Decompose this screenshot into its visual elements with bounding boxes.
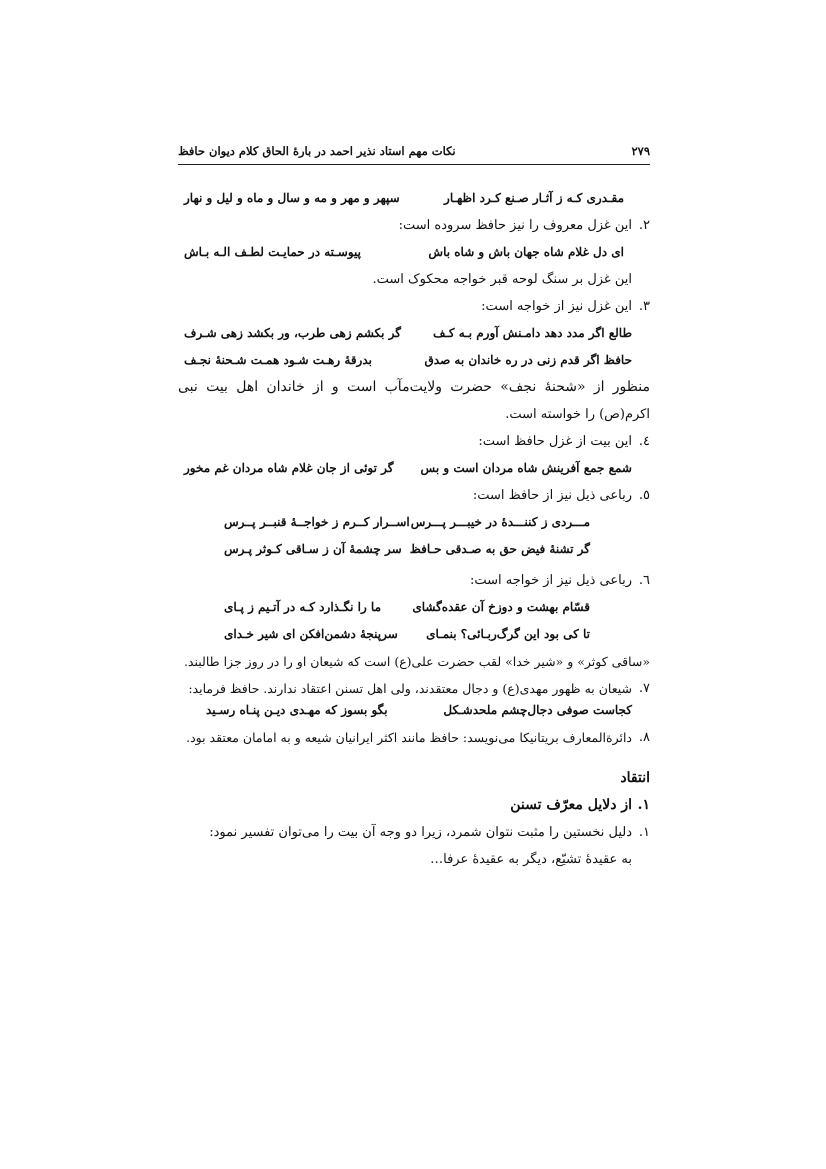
item-text: رباعی ذیل نیز از خواجه است: bbox=[470, 573, 632, 588]
note-text: منظور از «شحنهٔ نجف» حضرت ولایت‌مآب است و از خاندان اهل بیت نبی bbox=[178, 379, 650, 395]
note-line bbox=[178, 374, 650, 401]
hemistich-right: تا کی بود این گرگ‌ربـائی؟ بنمـای bbox=[426, 627, 590, 641]
item-number: ٦. bbox=[638, 573, 650, 588]
running-title: نکات مهم استاد نذیر احمد در بارهٔ الحاق کلام دیوان حافظ bbox=[178, 144, 456, 158]
hemistich-left: سپهر و مهر و مه و سال و ماه و لیل و نهار bbox=[184, 191, 400, 205]
hemistich-right: گر تشنهٔ فیض حق به صـدقی حـافظ bbox=[409, 542, 590, 556]
list-item bbox=[178, 428, 650, 455]
verse-line bbox=[178, 455, 650, 482]
hemistich-left: گر توئی از جان غلام شاه مردان غم مخور bbox=[184, 461, 394, 475]
item-number: ٥. bbox=[638, 488, 650, 503]
hemistich-left: اســرار کــرم ز خواجــهٔ قنبــر پــرس bbox=[224, 515, 410, 529]
item-text: شیعان به ظهور مهدی(ع) و دجال معتقدند، ولی اهل تسنن اعتقاد ندارند. حافظ فرماید: bbox=[188, 681, 632, 696]
verse-line bbox=[178, 347, 650, 374]
note-text: اکرم(ص) را خواسته است. bbox=[505, 407, 650, 422]
verse-line bbox=[178, 697, 650, 724]
note-line bbox=[178, 846, 650, 873]
hemistich-left: گر بکشم زهی طرب، ور بکشد زهی شـرف bbox=[184, 326, 402, 340]
hemistich-right: قسّام بهشت و دوزخ آن عقده‌گشای bbox=[412, 600, 590, 614]
verse-line bbox=[178, 320, 650, 347]
verse-line bbox=[178, 185, 650, 212]
hemistich-right: شمع جمع آفرینش شاه مردان است و بس bbox=[420, 461, 632, 475]
subsection-heading bbox=[178, 792, 650, 819]
section-title: انتقاد bbox=[620, 770, 650, 786]
hemistich-right: طالع اگر مدد دهد دامـنش آورم بـه کـف bbox=[432, 326, 632, 340]
hemistich-left: بدرقهٔ رهـت شـود همـت شـحنهٔ نجـف bbox=[184, 353, 372, 367]
hemistich-left: سرپنجهٔ دشمن‌افکن ای شیر خـدای bbox=[224, 627, 398, 641]
subsection-title: از دلایل معرّف تسنن bbox=[510, 797, 632, 813]
verse-line bbox=[178, 239, 650, 266]
item-number: ۸. bbox=[638, 730, 650, 745]
list-item bbox=[178, 212, 650, 239]
list-item bbox=[178, 482, 650, 509]
note-line bbox=[178, 266, 650, 293]
note-text: این غزل بر سنگ لوحه قبر خواجه محکوک است. bbox=[372, 272, 632, 287]
list-item bbox=[178, 567, 650, 594]
note-line bbox=[178, 648, 650, 675]
item-text: این غزل نیز از خواجه است: bbox=[481, 299, 632, 314]
hemistich-right: حافظ اگر قدم زنی در ره خاندان به صدق bbox=[424, 353, 632, 367]
item-number: ۱. bbox=[638, 825, 650, 840]
item-number: ۳. bbox=[638, 299, 650, 314]
verse-line bbox=[178, 594, 650, 621]
item-text: دائرةالمعارف بریتانیکا می‌نویسد: حافظ مانند اکثر ایرانیان شیعه و به امامان معتقد بود. bbox=[186, 730, 632, 745]
hemistich-right: مـــردی ز کننـــدهٔ در خیبـــر پـــرس bbox=[410, 515, 590, 529]
hemistich-left: سر چشمهٔ آن ز سـاقی کـوثر پـرس bbox=[224, 542, 402, 556]
verse-line bbox=[178, 536, 650, 563]
hemistich-right: کجاست صوفی دجال‌چشم ملحدشـکل bbox=[443, 703, 632, 717]
section-heading bbox=[178, 765, 650, 792]
hemistich-left: بگو بسوز که مهـدی دیـن پنـاه رسـید bbox=[206, 703, 388, 717]
item-number: ٤. bbox=[638, 434, 650, 449]
note-text: «ساقی کوثر» و «شیر خدا» لقب حضرت علی(ع) است که شیعان او را در روز جزا طالبند. bbox=[183, 654, 650, 669]
list-item bbox=[178, 724, 650, 751]
hemistich-left: پیوسـته در حمایـت لطـف الـه بـاش bbox=[184, 245, 361, 259]
page-number: ۲۷۹ bbox=[631, 144, 650, 158]
note-text: به عقیدهٔ تشیّع، دیگر به عقیدهٔ عرفا… bbox=[430, 852, 632, 867]
item-number: ۱. bbox=[637, 797, 650, 813]
list-item bbox=[178, 819, 650, 846]
item-text: این بیت از غزل حافظ است: bbox=[478, 434, 632, 449]
hemistich-left: ما را نگـذارد کـه در آتـیم ز پـای bbox=[224, 600, 382, 614]
header-rule bbox=[178, 164, 650, 165]
item-text: این غزل معروف را نیز حافظ سروده است: bbox=[398, 218, 632, 233]
note-line bbox=[178, 401, 650, 428]
hemistich-right: ای دل غلام شاه جهان باش و شاه باش bbox=[428, 245, 624, 259]
running-header bbox=[178, 144, 650, 164]
item-number: ۲. bbox=[638, 218, 650, 233]
item-text: رباعی ذیل نیز از حافظ است: bbox=[472, 488, 632, 503]
list-item bbox=[178, 293, 650, 320]
body-text bbox=[178, 185, 650, 873]
item-text: دلیل نخستین را مثبت نتوان شمرد، زیرا دو وجه آن بیت را می‌توان تفسیر نمود: bbox=[209, 825, 632, 840]
hemistich-right: مقـدری کـه ز آثـار صـنع کـرد اظهـار bbox=[444, 191, 624, 205]
verse-line bbox=[178, 621, 650, 648]
item-number: ۷. bbox=[638, 681, 650, 696]
verse-line bbox=[178, 509, 650, 536]
